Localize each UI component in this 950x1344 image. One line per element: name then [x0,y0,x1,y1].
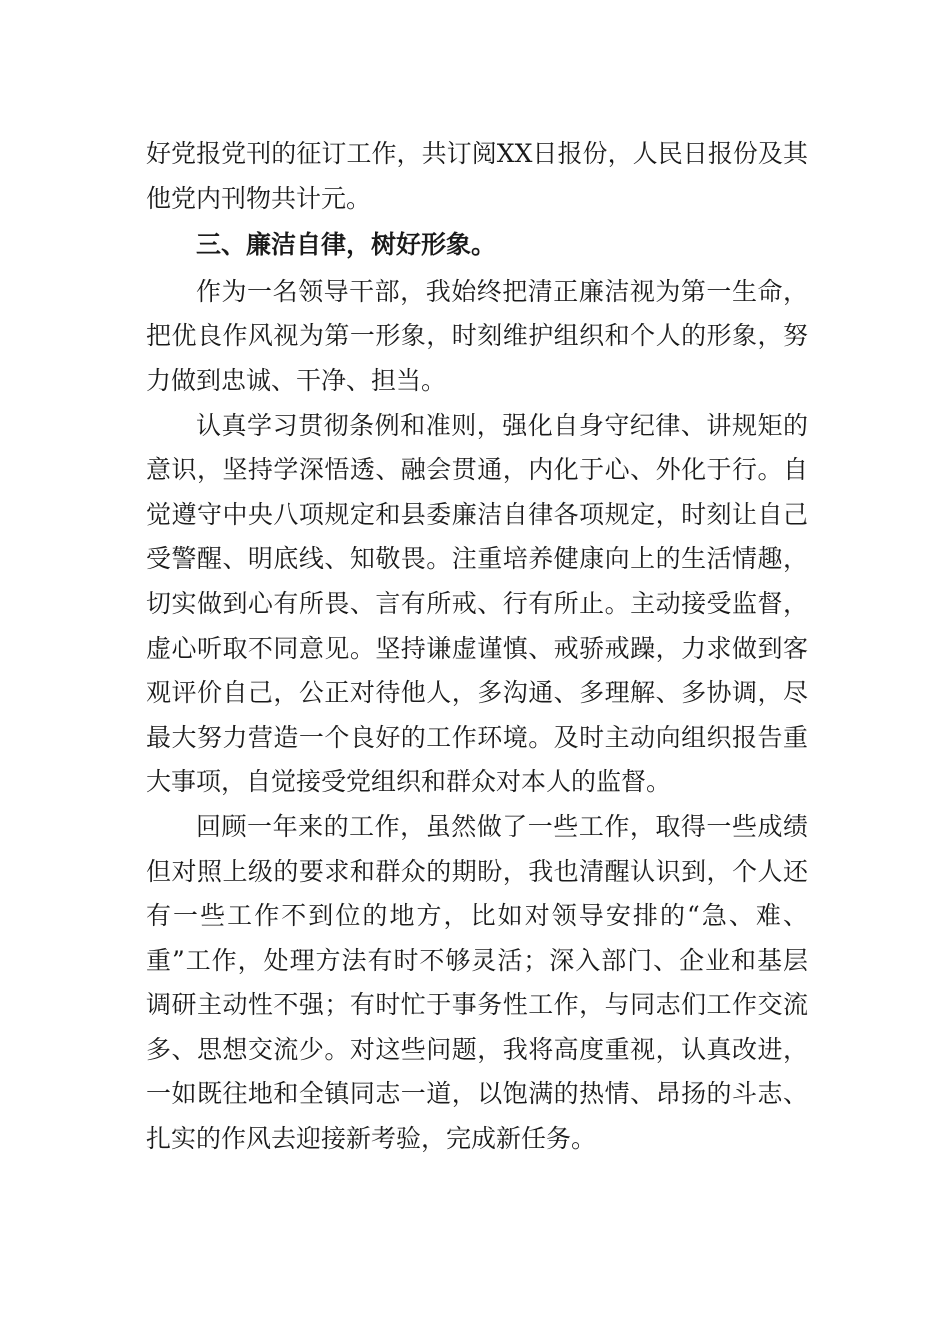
paragraph-year-review: 回顾一年来的工作，虽然做了一些工作，取得一些成绩但对照上级的要求和群众的期盼，我也清醒认识到，个人还有一些工作不到位的地方，比如对领导安排的“急、难、重”工作，处理方法有时不够灵活；深入部门、企业和基层调研主动性不强；有时忙于事务性工作，与同志们工作交流多、思想交流少。对这些问题，我将高度重视，认真改进，一如既往地和全镇同志一道，以饱满的热情、昂扬的斗志、扎实的作风去迎接新考验，完成新任务。 [146,811,808,1154]
section-heading: 三、廉洁自律，树好形象。 [196,230,497,260]
paragraph-continuation: 好党报党刊的征订工作，共订阅XX日报份，人民日报份及其他党内刊物共计元。 [146,139,808,213]
document-body [146,132,808,1162]
paragraph-integrity-commitment: 作为一名领导干部，我始终把清正廉洁视为第一生命，把优良作风视为第一形象，时刻维护组织和个人的形象，努力做到忠诚、干净、担当。 [146,276,808,395]
paragraph-discipline-study: 认真学习贯彻条例和准则，强化自身守纪律、讲规矩的意识，坚持学深悟透、融会贯通，内化于心、外化于行。自觉遵守中央八项规定和县委廉洁自律各项规定，时刻让自己受警醒、明底线、知敬畏。注重培养健康向上的生活情趣，切实做到心有所畏、言有所戒、行有所止。主动接受监督，虚心听取不同意见。坚持谦虚谨慎、戒骄戒躁，力求做到客观评价自己，公正对待他人，多沟通、多理解、多协调，尽最大努力营造一个良好的工作环境。及时主动向组织报告重大事项，自觉接受党组织和群众对本人的监督。 [146,410,808,797]
